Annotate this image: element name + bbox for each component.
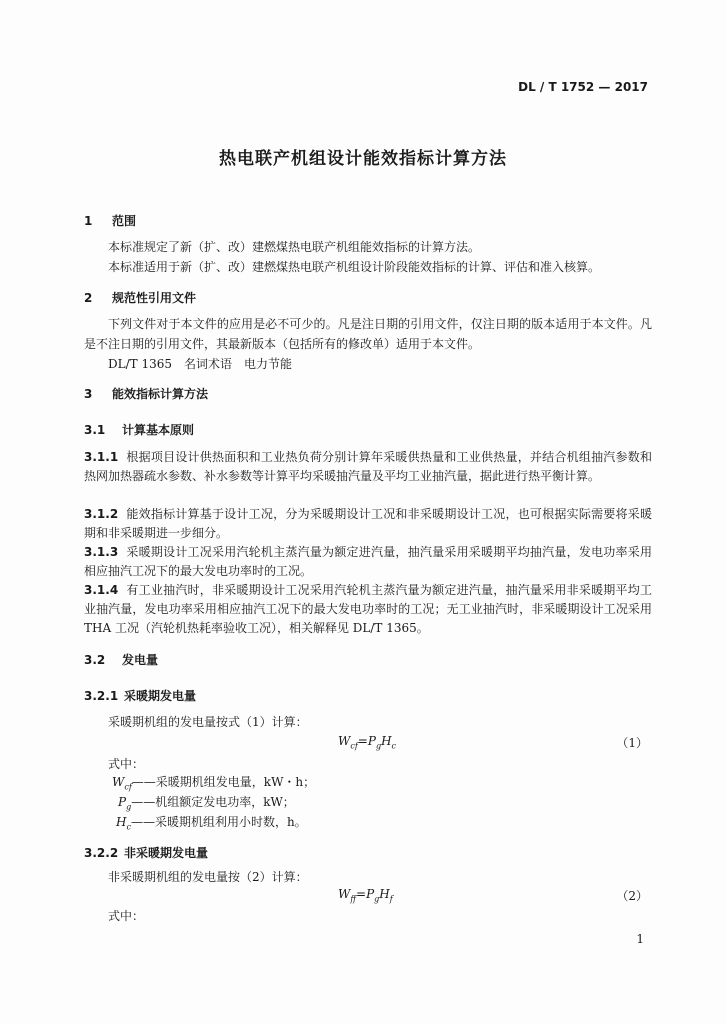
where-label: 式中： xyxy=(108,757,145,771)
clause-text: 能效指标计算基于设计工况，分为采暖期设计工况和非采暖期设计工况，也可根据实际需要将采暖期和非采暖期进一步细分。 xyxy=(84,507,652,540)
equation-number: （2） xyxy=(616,889,648,903)
section-title: 发电量 xyxy=(122,653,159,667)
paragraph: 本标准规定了新（扩、改）建燃煤热电联产机组能效指标的计算方法。 xyxy=(108,240,481,254)
clause-text: 采暖期设计工况采用汽轮机主蒸汽量为额定进汽量，抽汽量采用采暖期平均抽汽量，发电功率采用相应抽汽工况下的最大发电功率时的工况。 xyxy=(84,545,652,578)
subsection-3-2-heading xyxy=(84,651,158,668)
clause-text: 有工业抽汽时，非采暖期设计工况采用汽轮机主蒸汽量为额定进汽量，抽汽量采用非采暖期平均工业抽汽量，发电功率采用相应抽汽工况下的最大发电功率时的工况；无工业抽汽时，非采暖期设计工况采用 THA 工况（汽轮机热耗率验收工况），相关解释见 DL/T 1365。 xyxy=(84,583,652,635)
where-label: 式中： xyxy=(108,909,145,923)
variable-description: ——采暖期机组发电量，kW・h； xyxy=(131,775,316,789)
reference-item: DL/T 1365 名词术语 电力节能 xyxy=(108,357,292,371)
variable-symbol: $H_c$ xyxy=(116,815,131,832)
variable-description: ——采暖期机组利用小时数，h。 xyxy=(130,815,307,829)
document-title: 热电联产机组设计能效指标计算方法 xyxy=(219,149,507,169)
clause-3-1-1 xyxy=(84,448,652,486)
section-number: 1 xyxy=(84,214,93,228)
equation-number: （1） xyxy=(616,736,648,750)
clause-3-1-3 xyxy=(84,543,652,581)
formula-intro: 非采暖期机组的发电量按（2）计算： xyxy=(108,870,308,884)
section-number: 2 xyxy=(84,291,93,305)
section-title: 范围 xyxy=(112,214,137,228)
section-number: 3.1 xyxy=(84,423,106,437)
formula-2: $W_{ff}=P_gH_f$ xyxy=(338,887,393,904)
subsection-3-2-1-heading xyxy=(84,687,196,704)
section-2-heading xyxy=(84,289,196,306)
variable-symbol: $W_{cf}$ xyxy=(112,775,132,792)
paragraph: 本标准适用于新（扩、改）建燃煤热电联产机组设计阶段能效指标的计算、评估和准入核算。 xyxy=(108,260,601,274)
section-1-heading xyxy=(84,212,136,229)
standard-number: DL / T 1752 — 2017 xyxy=(518,80,648,94)
section-number: 3.2.2 xyxy=(84,846,119,860)
variable-description: ——机组额定发电功率，kW； xyxy=(131,795,295,809)
clause-number: 3.1.4 xyxy=(84,583,119,597)
variable-symbol: $P_g$ xyxy=(118,795,132,812)
clause-number: 3.1.2 xyxy=(84,507,119,521)
paragraph: 下列文件对于本文件的应用是必不可少的。凡是注日期的引用文件，仅注日期的版本适用于本文件。凡是不注日期的引用文件，其最新版本（包括所有的修改单）适用于本文件。 xyxy=(84,317,652,351)
formula-intro: 采暖期机组的发电量按式（1）计算： xyxy=(108,715,308,729)
clause-3-1-2 xyxy=(84,505,652,543)
section-3-heading xyxy=(84,385,208,402)
section-title: 能效指标计算方法 xyxy=(112,387,209,401)
section-title: 计算基本原则 xyxy=(122,423,195,437)
clause-number: 3.1.1 xyxy=(84,450,119,464)
variable-definition xyxy=(116,812,307,837)
formula-1: $W_{cf}=P_gH_c$ xyxy=(338,734,397,751)
section-title: 非采暖期发电量 xyxy=(124,846,209,860)
clause-3-1-4 xyxy=(84,581,652,638)
clause-number: 3.1.3 xyxy=(84,545,119,559)
page-number: 1 xyxy=(636,932,644,946)
subsection-3-2-2-heading xyxy=(84,844,208,861)
section-number: 3.2.1 xyxy=(84,689,119,703)
section-number: 3.2 xyxy=(84,653,106,667)
section-title: 规范性引用文件 xyxy=(112,291,197,305)
subsection-3-1-heading xyxy=(84,421,194,438)
section-number: 3 xyxy=(84,387,93,401)
section-title: 采暖期发电量 xyxy=(124,689,197,703)
clause-text: 根据项目设计供热面积和工业热负荷分别计算年采暖供热量和工业供热量，并结合机组抽汽参数和热网加热器疏水参数、补水参数等计算平均采暖抽汽量及平均工业抽汽量，据此进行热平衡计算。 xyxy=(84,450,652,483)
